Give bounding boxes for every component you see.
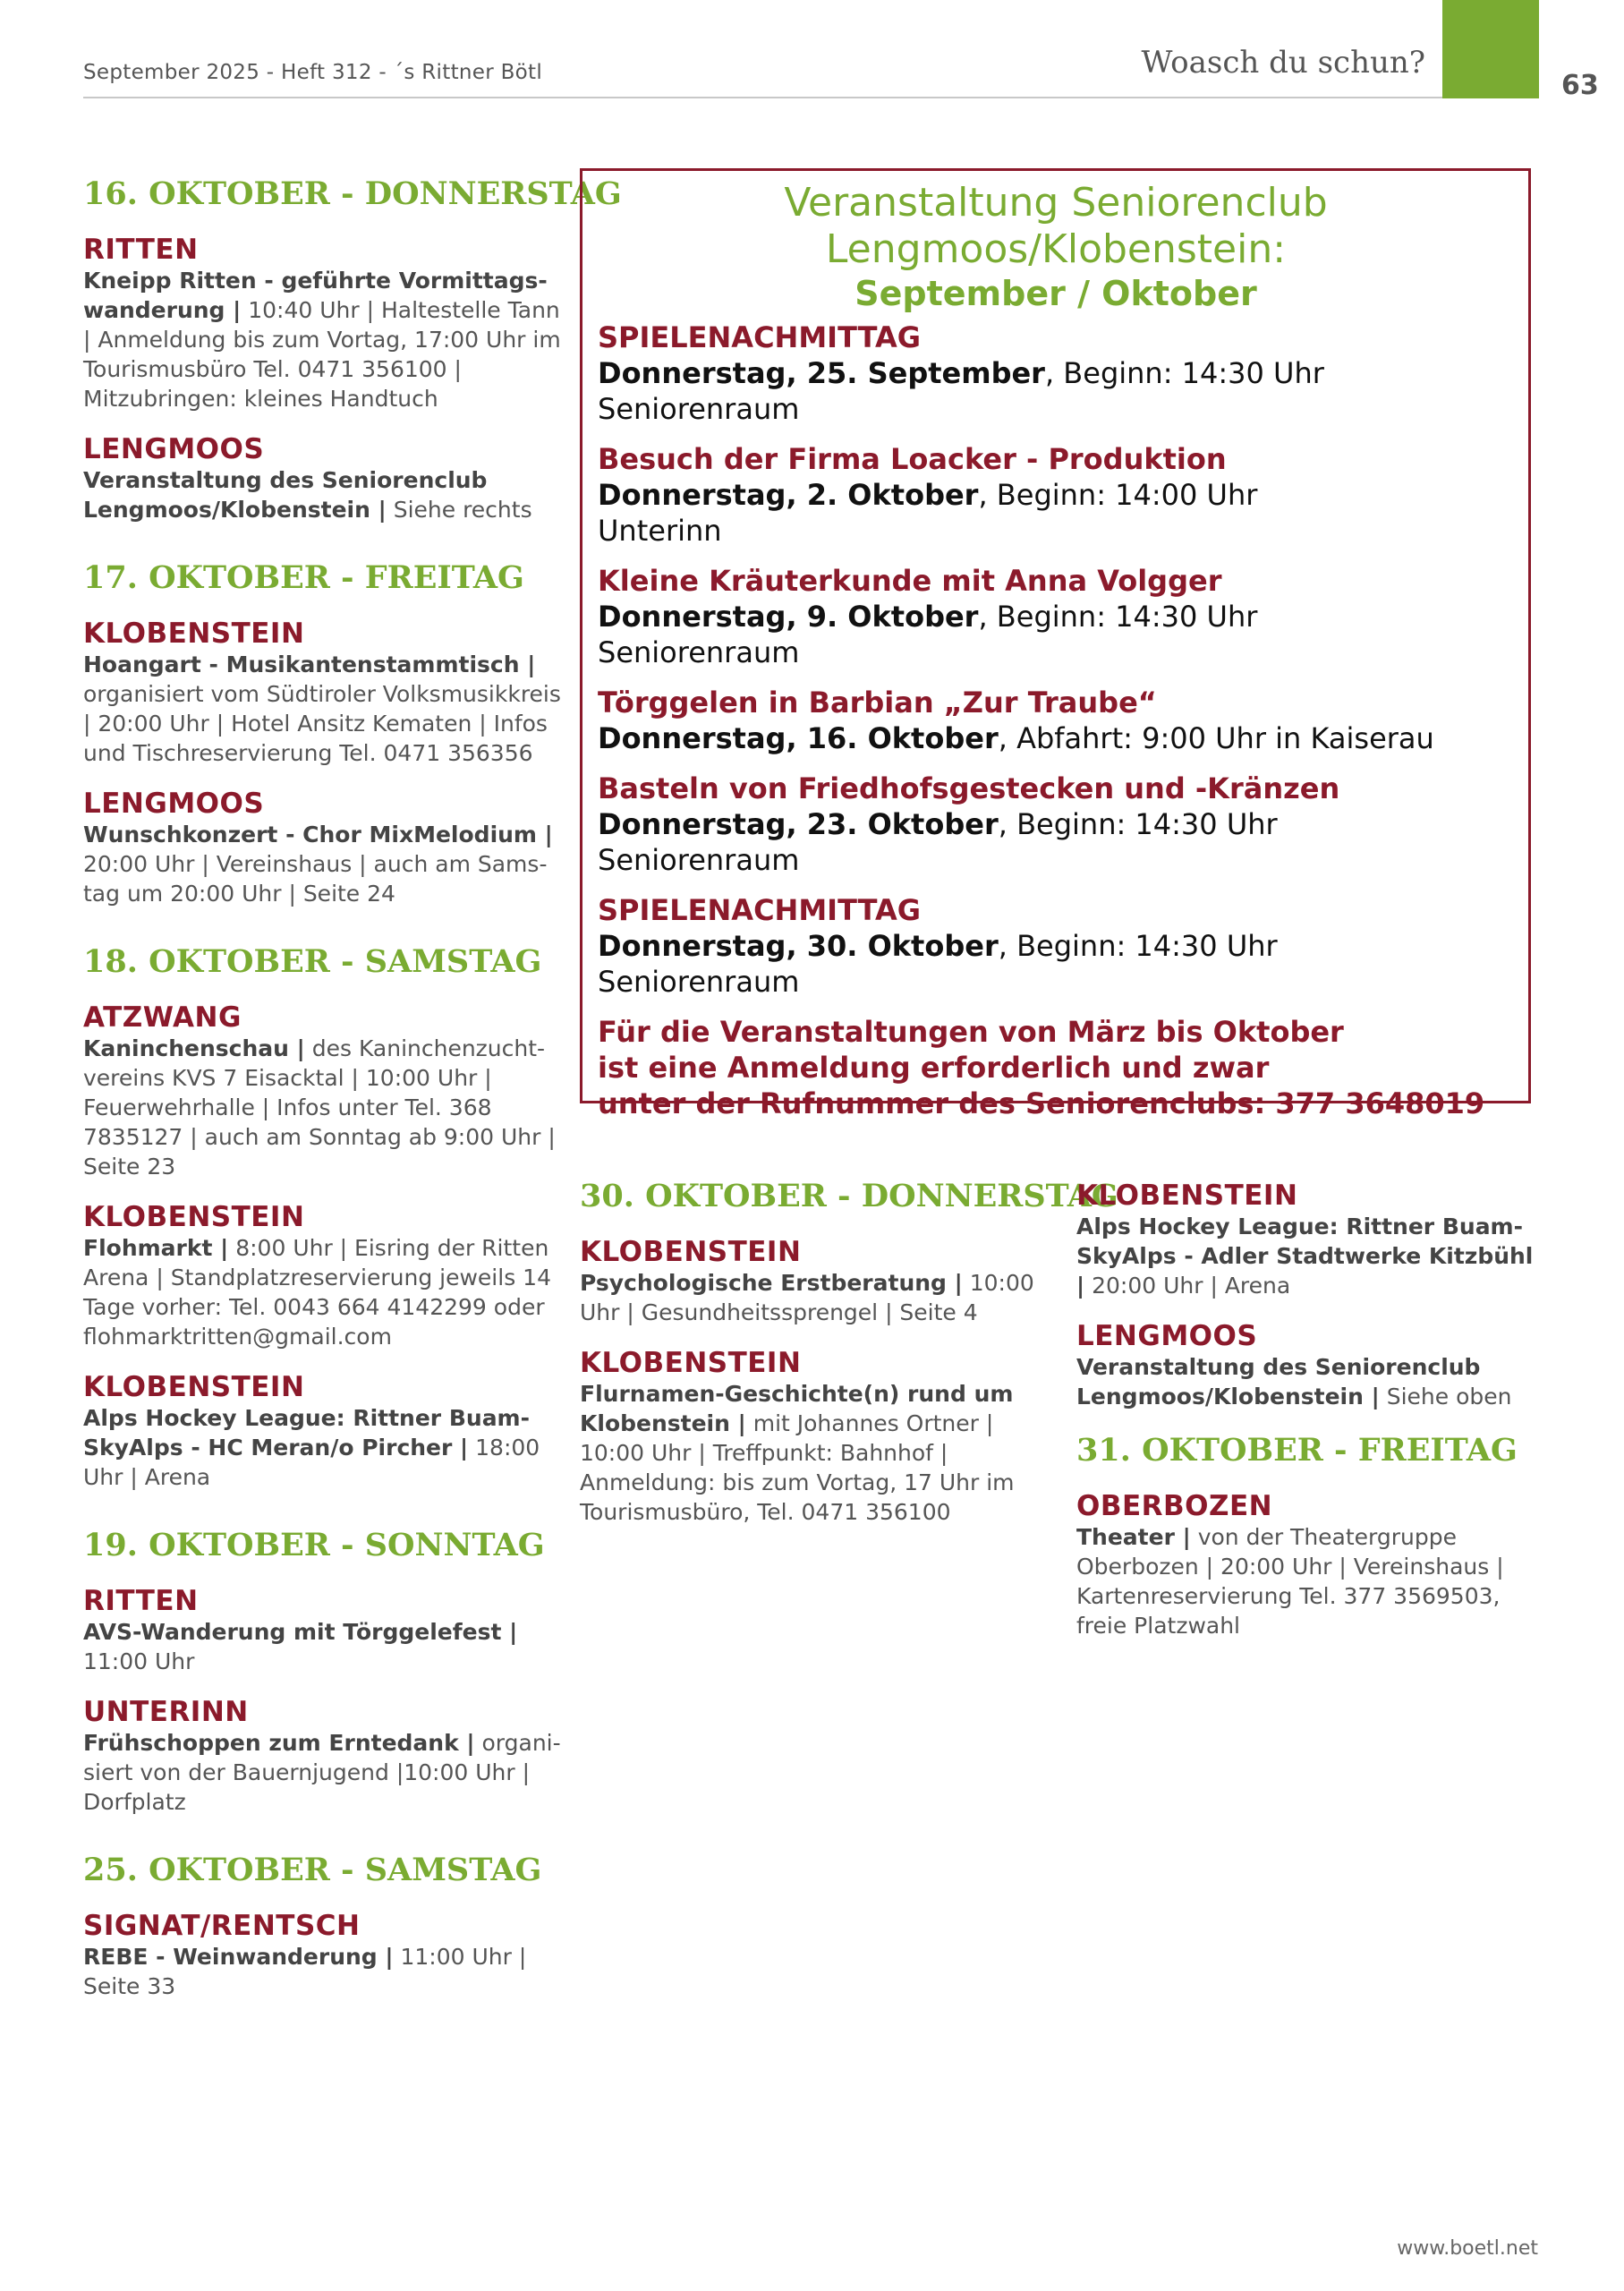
event-details: 10:40 Uhr | Haltestelle Tann | Anmeldung bis zum Vortag, 17:00 Uhr im Tourismusbüro Tel. 0471 356100 | Mitzubringen: kleines Handtuch: [83, 297, 561, 412]
event-details: 8:00 Uhr | Eisring der Ritten Arena | Standplatzreservierung jeweils 14 Tage vorher: Tel. 0043 664 4142299 oder flohmarktritten@gmail.com: [83, 1235, 551, 1350]
senior-event-title: SPIELENACHMITTAG: [598, 320, 922, 354]
event-title: Alps Hockey League: Rittner Buam-SkyAlps - Adler Stadtwerke Kitzbühl |: [1076, 1214, 1534, 1299]
event-location: LENGMOOS: [83, 788, 265, 820]
event-details: 20:00 Uhr | Vereinshaus | auch am Samstag um 20:00 Uhr | Seite 24: [83, 851, 548, 907]
event-description: [580, 1379, 1045, 1527]
event-description: [83, 1233, 562, 1351]
senior-event-date: [598, 599, 1514, 634]
event-details: von der Theatergruppe Oberbozen | 20:00 Uhr | Vereinshaus | Kartenreservierung Tel. 377 3569503, freie Platzwahl: [1076, 1524, 1504, 1639]
event-item: [83, 1585, 562, 1676]
issue-info: September 2025 - Heft 312 - ´s Rittner Bötl: [83, 61, 543, 84]
event-item: [83, 433, 562, 524]
senior-event: [598, 771, 1514, 878]
event-title: Hoangart - Musikantenstammtisch |: [83, 652, 536, 677]
event-details: organisiert von der Bauernjugend |10:00 Uhr | Dorfplatz: [83, 1730, 561, 1815]
senior-event-time: , Beginn: 14:30 Uhr: [998, 807, 1278, 841]
event-details: Siehe rechts: [386, 497, 532, 523]
senior-event-day: Donnerstag, 16. Oktober: [598, 721, 999, 755]
event-title: Frühschoppen zum Erntedank |: [83, 1730, 475, 1756]
event-title: Alps Hockey League: Rittner Buam-SkyAlps - HC Meran/o Pircher |: [83, 1405, 530, 1461]
senior-event-place: Seniorenraum: [598, 635, 800, 669]
event-location: KLOBENSTEIN: [83, 1201, 305, 1233]
event-item: [1076, 1490, 1542, 1640]
senior-event-date: [598, 806, 1514, 842]
event-details: mit Johannes Ortner | 10:00 Uhr | Treffpunkt: Bahnhof | Anmeldung: bis zum Vortag, 17 Uhr im Tourismusbüro, Tel. 0471 356100: [580, 1410, 1015, 1525]
middle-column: [580, 1177, 1118, 1546]
page-number: 63: [1561, 70, 1599, 101]
senior-event-date: [598, 355, 1514, 391]
senior-event: [598, 685, 1514, 756]
senior-event-title: Besuch der Firma Loacker - Produktion: [598, 442, 1227, 476]
event-description: [83, 820, 562, 908]
event-details: 20:00 Uhr | Arena: [1084, 1273, 1291, 1299]
day-heading: 30. OKTOBER - DONNERSTAG: [580, 1178, 1118, 1214]
event-title: Psychologische Erstberatung |: [580, 1270, 963, 1296]
event-item: [1076, 1320, 1542, 1411]
event-location: KLOBENSTEIN: [580, 1236, 802, 1268]
event-title: Theater |: [1076, 1524, 1191, 1550]
event-title: Veranstaltung des Seniorenclub Lengmoos/Klobenstein |: [83, 467, 488, 523]
senior-event: [598, 892, 1514, 1000]
senior-event-title: Kleine Kräuterkunde mit Anna Volgger: [598, 564, 1222, 598]
event-details: 11:00 Uhr: [83, 1648, 195, 1674]
senior-event-date: [598, 720, 1514, 756]
event-title: Kaninchenschau |: [83, 1035, 305, 1061]
senior-event-title: Törggelen in Barbian „Zur Traube“: [598, 686, 1157, 720]
event-item: [83, 1696, 562, 1817]
event-details: 18:00 Uhr | Arena: [83, 1435, 540, 1490]
event-location: SIGNAT/RENTSCH: [83, 1910, 361, 1942]
event-item: [580, 1236, 1045, 1327]
section-color-tab: [1442, 0, 1539, 98]
senior-event-place: Seniorenraum: [598, 392, 800, 426]
header-divider: [83, 97, 1443, 98]
footer-url: www.boetl.net: [1397, 2237, 1538, 2260]
event-location: LENGMOOS: [1076, 1320, 1258, 1352]
event-location: KLOBENSTEIN: [580, 1347, 802, 1379]
event-location: KLOBENSTEIN: [83, 617, 305, 650]
event-description: [83, 266, 562, 413]
senior-event-day: Donnerstag, 23. Oktober: [598, 807, 999, 841]
event-location: LENGMOOS: [83, 433, 265, 465]
registration-note: [598, 1014, 1514, 1121]
event-description: [1076, 1212, 1542, 1300]
event-details: des Kaninchenzuchtvereins KVS 7 Eisacktal | 10:00 Uhr | Feuerwehrhalle | Infos unter Tel. 368 7835127 | auch am Sonntag ab 9:00 Uhr | Seite 23: [83, 1035, 556, 1180]
event-item: [83, 234, 562, 413]
senior-event-place: Unterinn: [598, 514, 722, 548]
event-description: [1076, 1522, 1542, 1640]
box-subtitle: September / Oktober: [855, 274, 1257, 313]
event-title: Veranstaltung des Seniorenclub Lengmoos/Klobenstein |: [1076, 1354, 1481, 1410]
event-description: [83, 465, 562, 524]
day-heading: 31. OKTOBER - FREITAG: [1076, 1432, 1518, 1469]
day-heading: 25. OKTOBER - SAMSTAG: [83, 1852, 542, 1888]
senior-event-date: [598, 928, 1514, 964]
senior-event-day: Donnerstag, 30. Oktober: [598, 929, 999, 963]
event-item: [83, 617, 562, 768]
right-column: [1076, 1180, 1542, 1660]
senior-event: [598, 441, 1514, 549]
event-title: Flurnamen-Geschichte(n) rund um Klobenstein |: [580, 1381, 1014, 1436]
section-title: Woasch du schun?: [1141, 45, 1425, 81]
senior-event-time: , Beginn: 14:30 Uhr: [978, 600, 1258, 634]
senior-event-date: [598, 477, 1514, 513]
senior-event-day: Donnerstag, 9. Oktober: [598, 600, 979, 634]
senior-event-place: Seniorenraum: [598, 965, 800, 999]
box-title: Veranstaltung Seniorenclub Lengmoos/Klobenstein:: [784, 180, 1328, 272]
event-location: KLOBENSTEIN: [83, 1371, 305, 1403]
event-details: 10:00 Uhr | Gesundheitssprengel | Seite 4: [580, 1270, 1034, 1325]
senior-event-time: , Beginn: 14:30 Uhr: [1044, 356, 1324, 390]
seniorenclub-box: [580, 168, 1531, 1120]
event-location: KLOBENSTEIN: [1076, 1180, 1298, 1212]
event-details: organisiert vom Südtiroler Volksmusikkreis | 20:00 Uhr | Hotel Ansitz Kematen | Infos und Tischreservierung Tel. 0471 356356: [83, 681, 561, 766]
event-item: [83, 788, 562, 908]
event-title: Flohmarkt |: [83, 1235, 229, 1261]
event-location: OBERBOZEN: [1076, 1490, 1273, 1522]
event-item: [1076, 1180, 1542, 1300]
left-column: [83, 175, 622, 2021]
senior-event-time: , Beginn: 14:00 Uhr: [978, 478, 1258, 512]
event-item: [83, 1910, 562, 2001]
event-title: REBE - Weinwanderung |: [83, 1944, 394, 1970]
day-heading: 16. OKTOBER - DONNERSTAG: [83, 175, 622, 212]
event-description: [83, 1403, 562, 1492]
event-description: [1076, 1352, 1542, 1411]
note-line: Für die Veranstaltungen von März bis Oktober: [598, 1015, 1344, 1049]
event-description: [83, 1728, 562, 1817]
senior-event: [598, 319, 1514, 427]
note-line: ist eine Anmeldung erforderlich und zwar: [598, 1051, 1270, 1085]
event-item: [580, 1347, 1045, 1527]
day-heading: 18. OKTOBER - SAMSTAG: [83, 943, 542, 980]
senior-event-day: Donnerstag, 25. September: [598, 356, 1045, 390]
day-heading: 17. OKTOBER - FREITAG: [83, 559, 524, 596]
senior-event-time: , Beginn: 14:30 Uhr: [998, 929, 1278, 963]
note-line: unter der Rufnummer des Seniorenclubs: 377 3648019: [598, 1086, 1485, 1120]
event-description: [83, 1617, 562, 1676]
senior-event: [598, 563, 1514, 670]
event-title: Kneipp Ritten - geführte Vormittagswanderung |: [83, 268, 548, 323]
event-description: [83, 650, 562, 768]
event-description: [83, 1942, 562, 2001]
senior-event-place: Seniorenraum: [598, 843, 800, 877]
event-details: 11:00 Uhr | Seite 33: [83, 1944, 527, 1999]
event-title: AVS-Wanderung mit Törggelefest |: [83, 1619, 518, 1645]
event-details: Siehe oben: [1379, 1384, 1512, 1410]
event-item: [83, 1371, 562, 1492]
event-location: RITTEN: [83, 1585, 199, 1617]
senior-event-title: Basteln von Friedhofsgestecken und -Kränzen: [598, 771, 1340, 805]
senior-event-day: Donnerstag, 2. Oktober: [598, 478, 979, 512]
event-item: [83, 1201, 562, 1351]
event-description: [83, 1034, 562, 1181]
event-item: [83, 1001, 562, 1181]
event-location: RITTEN: [83, 234, 199, 266]
senior-event-title: SPIELENACHMITTAG: [598, 893, 922, 927]
day-heading: 19. OKTOBER - SONNTAG: [83, 1527, 545, 1563]
event-location: UNTERINN: [83, 1696, 249, 1728]
event-title: Wunschkonzert - Chor MixMelodium |: [83, 822, 553, 847]
event-location: ATZWANG: [83, 1001, 242, 1034]
event-description: [580, 1268, 1045, 1327]
senior-event-time: , Abfahrt: 9:00 Uhr in Kaiserau: [998, 721, 1434, 755]
